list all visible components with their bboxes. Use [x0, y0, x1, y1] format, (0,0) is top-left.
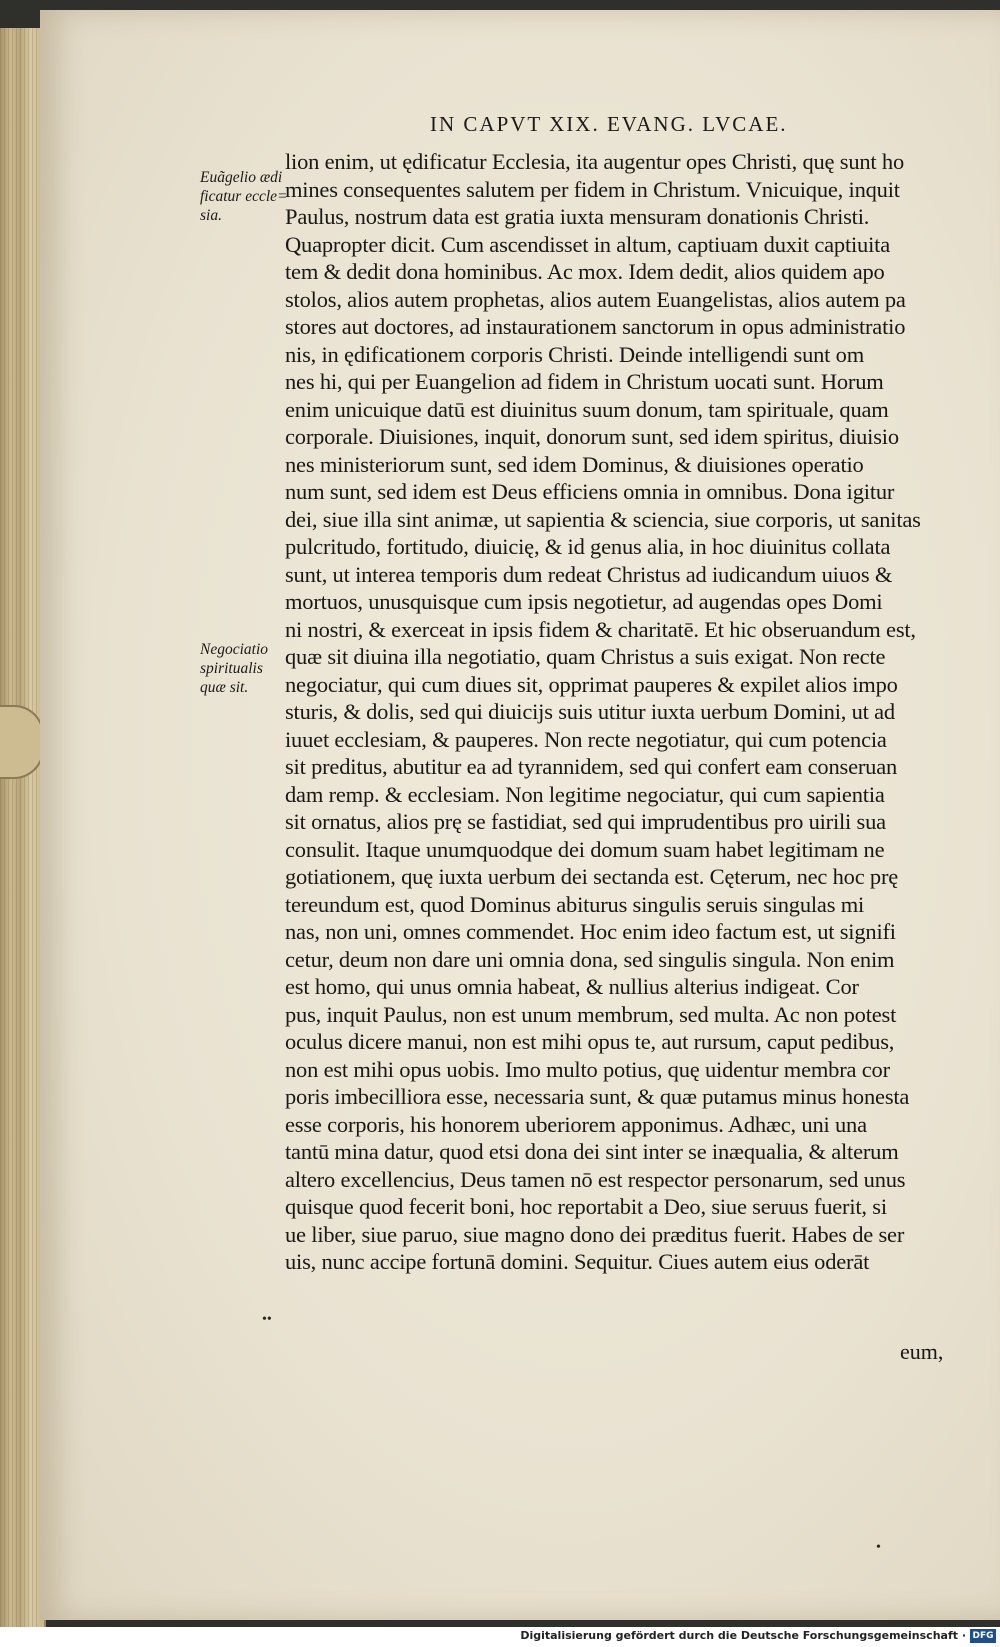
dfg-logo: DFG [970, 1629, 996, 1643]
stray-mark-bottom: • [876, 1540, 881, 1555]
text-line: nis, in ędificationem corporis Christi. Deinde intelligendi sunt om [285, 341, 865, 367]
text-line: poris imbecilliora esse, necessaria sunt, & quæ putamus minus honesta [285, 1084, 910, 1109]
catchword: eum, [900, 1339, 944, 1364]
text-line: consulit. Itaque unumquodque dei domum suam habet legitimam ne [285, 836, 885, 862]
text-line: negociatur, qui cum diues sit, opprimat pauperes & expilet alios impo [285, 671, 898, 697]
text-line: stolos, alios autem prophetas, alios autem Euangelistas, alios autem pa [285, 286, 906, 312]
text-line: quisque quod fecerit boni, hoc reportabit a Deo, siue seruus fuerit, si [285, 1194, 887, 1219]
text-line: dei, siue illa sint animæ, ut sapientia & sciencia, siue corporis, ut sanitas [285, 506, 921, 532]
text-line: tem & dedit dona hominibus. Ac mox. Idem dedit, alios quidem apo [285, 259, 885, 284]
text-line: ue liber, siue paruo, siue magno dono dei præditus fuerit. Habes de ser [285, 1221, 905, 1247]
text-line: mines consequentes salutem per fidem in Christum. Vnicuique, inquit [285, 176, 900, 202]
text-line: sit ornatus, alios prę se fastidiat, sed qui imprudentibus pro uirili sua [285, 809, 886, 834]
text-line: num sunt, sed idem est Deus efficiens omnia in omnibus. Dona igitur [285, 479, 895, 504]
text-line: iuuet ecclesiam, & pauperes. Non recte negotiatur, qui cum potencia [285, 726, 887, 752]
text-line: Paulus, nostrum data est gratia iuxta mensuram donationis Christi. [285, 204, 870, 229]
running-head: IN CAPVT XIX. EVANG. LVCAE. [430, 112, 788, 136]
text-line: nes hi, qui per Euangelion ad fidem in Christum uocati sunt. Horum [285, 369, 884, 394]
text-line: pus, inquit Paulus, non est unum membrum, sed multa. Ac non potest [285, 1001, 897, 1027]
text-line: nas, non uni, omnes commendet. Hoc enim ideo factum est, ut signifi [285, 919, 896, 944]
stray-mark-left: •• [262, 1312, 272, 1327]
margin-note-line: sia. [200, 207, 222, 224]
text-line: quæ sit diuina illa negotiatio, quam Christus a suis exigat. Non recte [285, 644, 886, 669]
text-line: cetur, deum non dare uni omnia dona, sed singulis singula. Non enim [285, 946, 895, 972]
text-line: altero excellencius, Deus tamen nō est respector personarum, sed unus [285, 1166, 906, 1192]
text-line: ni nostri, & exerceat in ipsis fidem & charitatē. Et hic obseruandum est, [285, 616, 916, 642]
text-line: enim unicuique datū est diuinitus suum donum, tam spirituale, quam [285, 396, 889, 422]
text-line: nes ministeriorum sunt, sed idem Dominus, & diuisiones operatio [285, 451, 864, 477]
text-line: sit preditus, abutitur ea ad tyrannidem, sed qui confert eam conseruan [285, 754, 898, 779]
margin-note-line: quæ sit. [200, 679, 249, 696]
text-line: non est mihi opus uobis. Imo multo potius, quę uidentur membra cor [285, 1056, 890, 1082]
text-line: sturis, & dolis, sed qui diuicijs suis utitur iuxta uerbum Domini, ut ad [285, 699, 895, 724]
text-line: sunt, ut interea temporis dum redeat Christus ad iudicandum uiuos & [285, 561, 893, 587]
text-line: lion enim, ut ędificatur Ecclesia, ita augentur opes Christi, quę sunt ho [285, 149, 904, 174]
text-line: esse corporis, his honorem uberiorem apponimus. Adhæc, uni una [285, 1111, 867, 1137]
margin-note-2 [200, 640, 290, 697]
text-line: pulcritudo, fortitudo, diuicię, & id genus alia, in hoc diuinitus collata [285, 534, 891, 559]
margin-note-line: ficatur eccle= [200, 188, 288, 205]
body-text-column [285, 148, 985, 1276]
text-line: Quapropter dicit. Cum ascendisset in altum, captiuam duxit captiuita [285, 231, 890, 257]
text-line: gotiationem, quę iuxta uerbum dei sectanda est. Cęterum, nec hoc prę [285, 864, 899, 889]
text-line: tantū mina datur, quod etsi dona dei sint inter se inæqualia, & alterum [285, 1139, 899, 1164]
text-line: oculus dicere manui, non est mihi opus te, aut rursum, caput pedibus, [285, 1029, 895, 1054]
text-line: est homo, qui unus omnia habeat, & nullius alterius indigeat. Cor [285, 974, 859, 999]
footer-credit: Digitalisierung gefördert durch die Deutsche Forschungsgemeinschaft · [520, 1629, 966, 1642]
text-line: uis, nunc accipe fortunā domini. Sequitur. Ciues autem eius oderāt [285, 1249, 870, 1274]
text-line: tereundum est, quod Dominus abiturus singulis seruis singulas mi [285, 891, 865, 917]
text-line: corporale. Diuisiones, inquit, donorum sunt, sed idem spiritus, diuisio [285, 424, 899, 449]
book-page-stack [0, 28, 40, 1628]
margin-note-1 [200, 168, 290, 225]
margin-note-line: Negociatio [200, 641, 269, 658]
margin-note-line: Euãgelio ædi [200, 169, 283, 186]
text-line: dam remp. & ecclesiam. Non legitime negociatur, qui cum sapientia [285, 781, 885, 807]
margin-note-line: spiritualis [200, 660, 263, 677]
text-line: stores aut doctores, ad instaurationem sanctorum in opus administratio [285, 314, 906, 339]
text-line: mortuos, unusquisque cum ipsis negotietur, ad augendas opes Domi [285, 589, 883, 614]
